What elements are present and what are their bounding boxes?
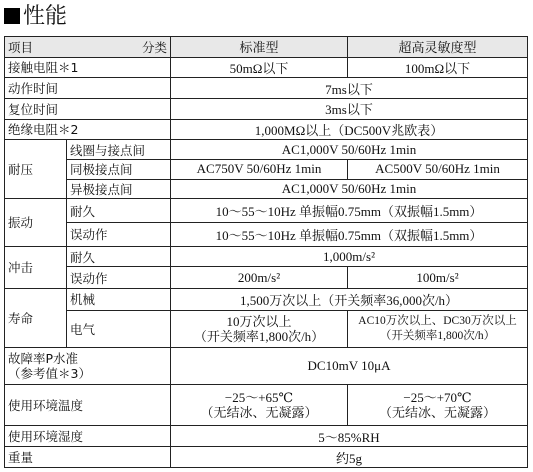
release-time-label: 复位时间 [5, 98, 171, 119]
vibration-malfunction-value: 10～55～10Hz 单振幅0.75mm（双振幅1.5mm） [171, 222, 528, 246]
insulation-value: 1,000MΩ以上（DC500V兆欧表） [171, 119, 528, 140]
shock-label: 冲击 [5, 246, 67, 288]
table-row [5, 289, 528, 311]
same-pole-standard: AC750V 50/60Hz 1min [171, 159, 348, 179]
ambient-temp-high [348, 385, 528, 426]
failure-rate-label-line2: （参考值＊3） [8, 366, 91, 382]
diff-pole-label: 异极接点间 [67, 179, 171, 199]
table-row [5, 159, 528, 179]
vibration-label: 振动 [5, 199, 67, 247]
operate-time-label: 动作时间 [5, 78, 171, 99]
vibration-malfunction-label: 误动作 [67, 222, 171, 246]
life-electrical-high-line2: （开关频率1,800次/h） [379, 329, 496, 342]
shock-durable-label: 耐久 [67, 246, 171, 267]
shock-malfunction-label: 误动作 [67, 267, 171, 289]
table-row [5, 57, 528, 78]
table-row [5, 310, 528, 347]
life-mechanical-value: 1,500万次以上（开关频率36,000次/h） [171, 289, 528, 311]
table-row [5, 447, 528, 468]
operate-time-value: 7ms以下 [171, 78, 528, 99]
shock-malfunction-high: 100m/s² [348, 267, 528, 289]
table-header-row [5, 37, 528, 58]
header-item: 项目 [8, 39, 34, 55]
ambient-humidity-label: 使用环境湿度 [5, 426, 171, 447]
table-row [5, 426, 528, 447]
diff-pole-value: AC1,000V 50/60Hz 1min [171, 179, 528, 199]
shock-malfunction-standard: 200m/s² [171, 267, 348, 289]
insulation-label: 绝缘电阻＊2 [5, 119, 171, 140]
weight-label: 重量 [5, 447, 171, 468]
table-row [5, 78, 528, 99]
failure-rate-label-line1: 故障率P水准 [8, 351, 79, 367]
coil-contact-label: 线圈与接点间 [67, 140, 171, 160]
failure-rate-value: DC10mV 10μA [171, 347, 528, 384]
table-row [5, 267, 528, 289]
ambient-temp-label: 使用环境温度 [5, 385, 171, 426]
table-row [5, 199, 528, 223]
weight-value: 约5g [171, 447, 528, 468]
ambient-temp-standard [171, 385, 348, 426]
table-row [5, 98, 528, 119]
vibration-durable-value: 10～55～10Hz 单振幅0.75mm（双振幅1.5mm） [171, 199, 528, 223]
header-high-sensitivity: 超高灵敏度型 [348, 37, 528, 58]
ambient-temp-high-line1: −25～+70℃ [403, 390, 472, 406]
life-mechanical-label: 机械 [67, 289, 171, 311]
ambient-temp-standard-line1: −25～+65℃ [224, 390, 294, 406]
contact-resistance-standard: 50mΩ以下 [171, 57, 348, 78]
coil-contact-value: AC1,000V 50/60Hz 1min [171, 140, 528, 160]
life-electrical-standard [171, 310, 348, 347]
header-standard: 标准型 [171, 37, 348, 58]
contact-resistance-high: 100mΩ以下 [348, 57, 528, 78]
vibration-durable-label: 耐久 [67, 199, 171, 223]
life-electrical-label: 电气 [67, 310, 171, 347]
shock-durable-value: 1,000m/s² [171, 246, 528, 267]
life-electrical-standard-line2: （开关频率1,800次/h） [193, 328, 325, 344]
same-pole-high: AC500V 50/60Hz 1min [348, 159, 528, 179]
same-pole-label: 同极接点间 [67, 159, 171, 179]
header-item-category [5, 37, 171, 58]
ambient-temp-high-line2: （无结冰、无凝露） [378, 405, 496, 421]
life-electrical-high-line1: AC10万次以上、DC30万次以上 [358, 314, 517, 327]
table-row [5, 385, 528, 426]
release-time-value: 3ms以下 [171, 98, 528, 119]
table-row [5, 179, 528, 199]
life-electrical-high [348, 310, 528, 347]
table-row [5, 347, 528, 384]
contact-resistance-label: 接触电阻＊1 [5, 57, 171, 78]
header-category: 分类 [141, 39, 167, 55]
table-row [5, 140, 528, 160]
ambient-humidity-value: 5～85%RH [171, 426, 528, 447]
table-row [5, 222, 528, 246]
square-bullet-icon [4, 8, 20, 24]
ambient-temp-standard-line2: （无结冰、无凝露） [200, 405, 318, 421]
performance-table [4, 36, 528, 468]
table-row [5, 246, 528, 267]
section-title [4, 2, 67, 32]
failure-rate-label [5, 347, 171, 384]
life-label: 寿命 [5, 289, 67, 348]
section-title-text: 性能 [23, 4, 68, 29]
life-electrical-standard-line1: 10万次以上 [226, 313, 292, 329]
dielectric-label: 耐压 [5, 140, 67, 199]
table-row [5, 119, 528, 140]
